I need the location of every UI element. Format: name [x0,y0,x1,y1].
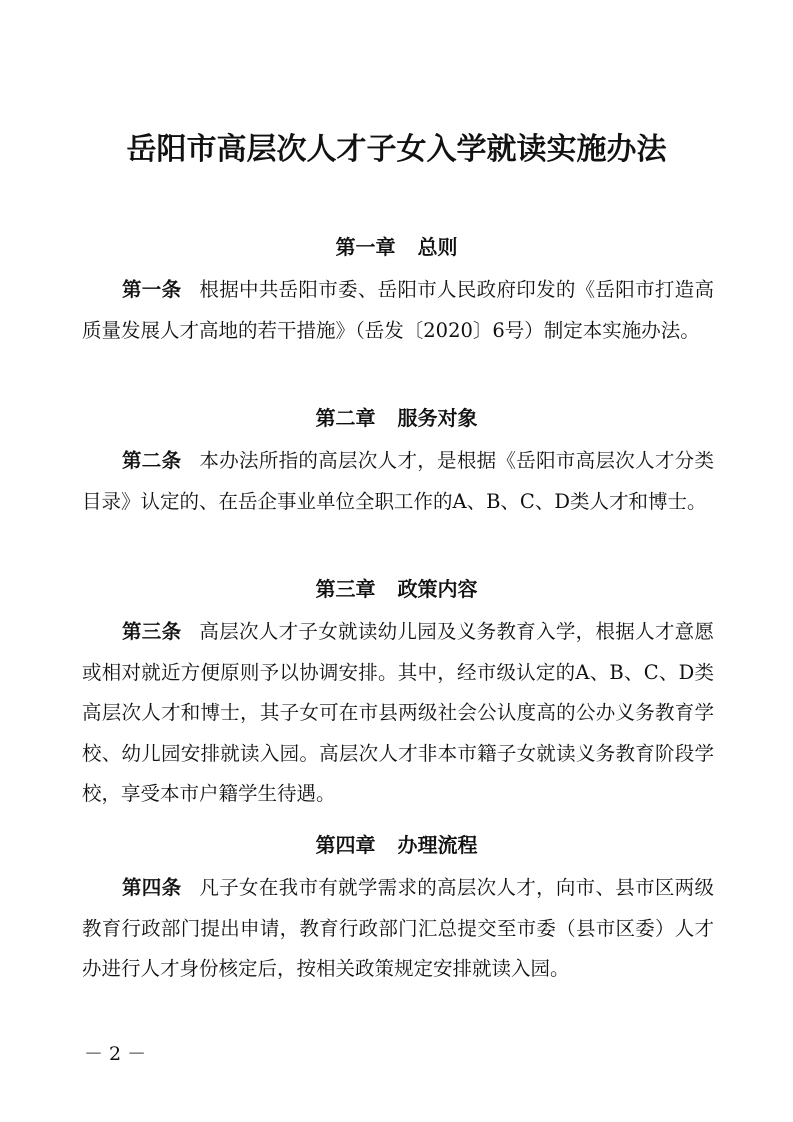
chapter-name-3: 政策内容 [397,577,478,601]
article-1 [82,270,714,351]
page-number: － 2 － [84,1043,147,1065]
article-3 [82,612,714,815]
chapter-heading-2 [0,403,793,433]
article-label-2: 第二条 [122,449,182,472]
article-2 [82,441,714,522]
chapter-number-1: 第一章 [335,235,396,259]
chapter-name-2: 服务对象 [397,406,478,430]
chapter-number-4: 第四章 [315,833,376,857]
chapter-heading-1 [0,232,793,262]
article-text-4: 凡子女在我市有就学需求的高层次人才，向市、县市区两级教育行政部门提出申请，教育行政部门汇总提交至市委（县市区委）人才办进行人才身份核定后，按相关政策规定安排就读入园。 [82,876,714,980]
article-label-4: 第四条 [122,876,182,899]
chapter-heading-3 [0,574,793,604]
chapter-number-3: 第三章 [315,577,376,601]
article-text-1: 根据中共岳阳市委、岳阳市人民政府印发的《岳阳市打造高质量发展人才高地的若干措施》（岳发〔2020〕6号）制定本实施办法。 [82,278,714,342]
chapter-heading-4 [0,830,793,860]
article-text-2: 本办法所指的高层次人才，是根据《岳阳市高层次人才分类目录》认定的、在岳企事业单位全职工作的A、B、C、D类人才和博士。 [82,449,714,513]
chapter-name-4: 办理流程 [397,833,478,857]
page-title: 岳阳市高层次人才子女入学就读实施办法 [126,132,667,167]
chapter-number-2: 第二章 [315,406,376,430]
article-4 [82,868,714,990]
article-label-1: 第一条 [122,278,182,301]
chapter-name-1: 总则 [417,235,458,259]
article-label-3: 第三条 [122,620,182,643]
article-text-3: 高层次人才子女就读幼儿园及义务教育入学，根据人才意愿或相对就近方便原则予以协调安排。其中，经市级认定的A、B、C、D类高层次人才和博士，其子女可在市县两级社会公认度高的公办义务教育学校、幼儿园安排就读入园。高层次人才非本市籍子女就读义务教育阶段学校，享受本市户籍学生待遇。 [82,620,714,805]
